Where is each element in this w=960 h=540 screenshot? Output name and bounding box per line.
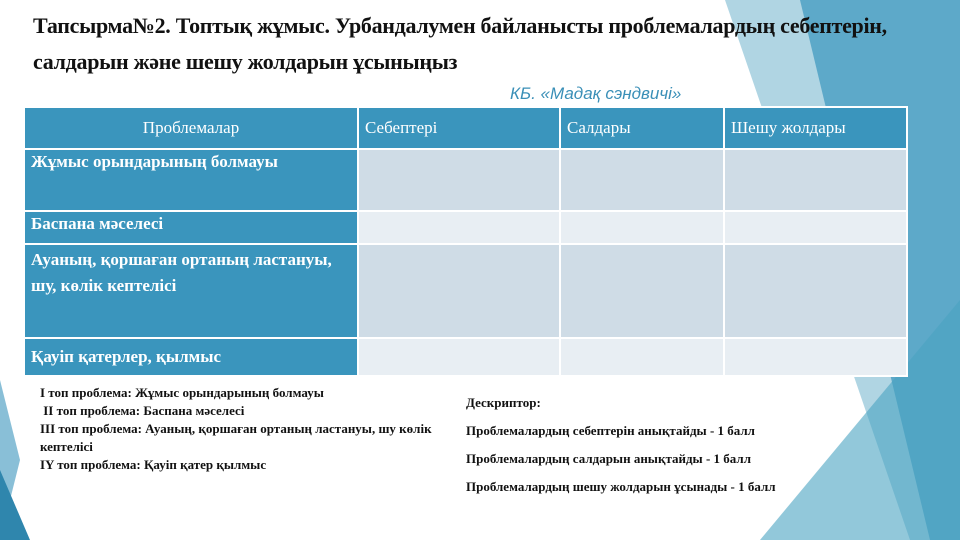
descriptor-item: Проблемалардың себептерін анықтайды - 1 балл (466, 423, 755, 438)
problem-cell: Ауаның, қоршаған ортаның ластануы, шу, көлік кептелісі (24, 244, 358, 338)
table-cell[interactable] (358, 244, 560, 338)
descriptor-item: Проблемалардың салдарын анықтайды - 1 балл (466, 451, 751, 466)
table-cell[interactable] (560, 211, 724, 244)
table-cell[interactable] (560, 149, 724, 211)
table-row (24, 244, 907, 338)
group-item: III топ проблема: Ауаның, қоршаған ортаның ластануы, шу көлік кептелісі (40, 421, 432, 454)
header-consequences: Салдары (560, 107, 724, 149)
problems-table (23, 106, 908, 377)
credit-caption: КБ. «Мадақ сэндвичі» (510, 84, 682, 103)
table-header (24, 107, 907, 149)
group-item: II топ проблема: Баспана мәселесі (40, 403, 245, 418)
table-cell[interactable] (724, 149, 907, 211)
descriptor (466, 395, 776, 507)
table-cell[interactable] (358, 149, 560, 211)
header-solutions: Шешу жолдары (724, 107, 907, 149)
table-cell[interactable] (560, 338, 724, 376)
table-cell[interactable] (358, 211, 560, 244)
problem-cell: Жұмыс орындарының болмауы (24, 149, 358, 211)
table-cell[interactable] (560, 244, 724, 338)
group-assignments (40, 384, 440, 474)
header-problems: Проблемалар (24, 107, 358, 149)
descriptor-title: Дескриптор: (466, 395, 541, 410)
problem-cell: Қауіп қатерлер, қылмыс (24, 338, 358, 376)
group-item: IY топ проблема: Қауіп қатер қылмыс (40, 457, 267, 472)
table-row (24, 338, 907, 376)
table-cell[interactable] (724, 338, 907, 376)
table-cell[interactable] (724, 211, 907, 244)
problem-cell: Баспана мәселесі (24, 211, 358, 244)
descriptor-item: Проблемалардың шешу жолдарын ұсынады - 1 балл (466, 479, 776, 494)
page-title: Тапсырма№2. Топтық жұмыс. Урбандалумен байланысты проблемалардың себептерін, салдарын және шешу жолдарын ұсыныңыз (33, 13, 887, 74)
group-item: I топ проблема: Жұмыс орындарының болмауы (40, 385, 324, 400)
table-cell[interactable] (358, 338, 560, 376)
header-causes: Себептері (358, 107, 560, 149)
table-cell[interactable] (724, 244, 907, 338)
table-row (24, 211, 907, 244)
table-row (24, 149, 907, 211)
